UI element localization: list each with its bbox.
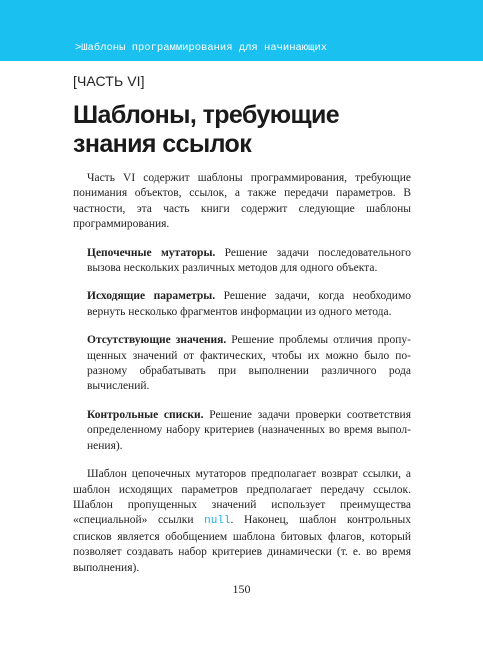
pattern-item bbox=[87, 408, 411, 454]
pattern-description: Решение задачи, когда необходимо вернуть несколько фрагментов информации из одного метода. bbox=[87, 290, 411, 318]
running-header: >Шаблоны программирования для начинающих bbox=[75, 42, 328, 54]
page-number: 150 bbox=[232, 582, 251, 596]
chapter-title-line-2: знания ссылок bbox=[73, 130, 252, 158]
conclusion-paragraph bbox=[73, 467, 411, 576]
pattern-item bbox=[87, 246, 411, 277]
body-text bbox=[73, 171, 411, 576]
pattern-description: Решение задачи последовательного вызова нескольких различных методов для одного объекта. bbox=[87, 246, 411, 275]
pattern-item bbox=[87, 289, 411, 320]
pattern-name: Контрольные списки. bbox=[87, 408, 204, 421]
part-label: [ЧАСТЬ VI] bbox=[73, 73, 145, 89]
conclusion-text-after: . Наконец, шаблон контрольных списков является обобщением шаблона битовых флагов, который позволяет создавать набор критериев динамически (т. е. во время выполнения). bbox=[73, 514, 411, 574]
conclusion-text-before: Шаблон цепочечных мутаторов предполагает возврат ссылки, а шаблон исходящих параметров предполагает передачу ссылок. Шаблон пропущенных значений использует преимущества «специальной» ссылки bbox=[73, 468, 411, 527]
pattern-description: Решение проблемы отличия пропущенных значений от фактических, чтобы их можно было по-разному обрабатывать при выполнении различного рода вычислений. bbox=[87, 334, 412, 393]
pattern-list bbox=[87, 246, 411, 454]
chapter-title-line-1: Шаблоны, требующие bbox=[73, 101, 340, 129]
code-keyword: null bbox=[204, 515, 231, 528]
intro-paragraph: Часть VI содержит шаблоны программирования, требующие понимания объектов, ссылок, а также передачи параметров. В частности, эта часть книги содержит следующие шаблоны программирования. bbox=[73, 172, 411, 231]
pattern-name: Отсутствующие значения. bbox=[87, 334, 227, 347]
pattern-item bbox=[87, 333, 411, 395]
pattern-description: Решение задачи проверки соответствия определенному набору критериев (назначенных во время выполнения). bbox=[87, 408, 411, 452]
pattern-name: Цепочечные мутаторы. bbox=[87, 246, 216, 259]
pattern-name: Исходящие параметры. bbox=[87, 290, 216, 303]
chapter-title bbox=[73, 101, 433, 159]
header-bar bbox=[0, 0, 483, 61]
